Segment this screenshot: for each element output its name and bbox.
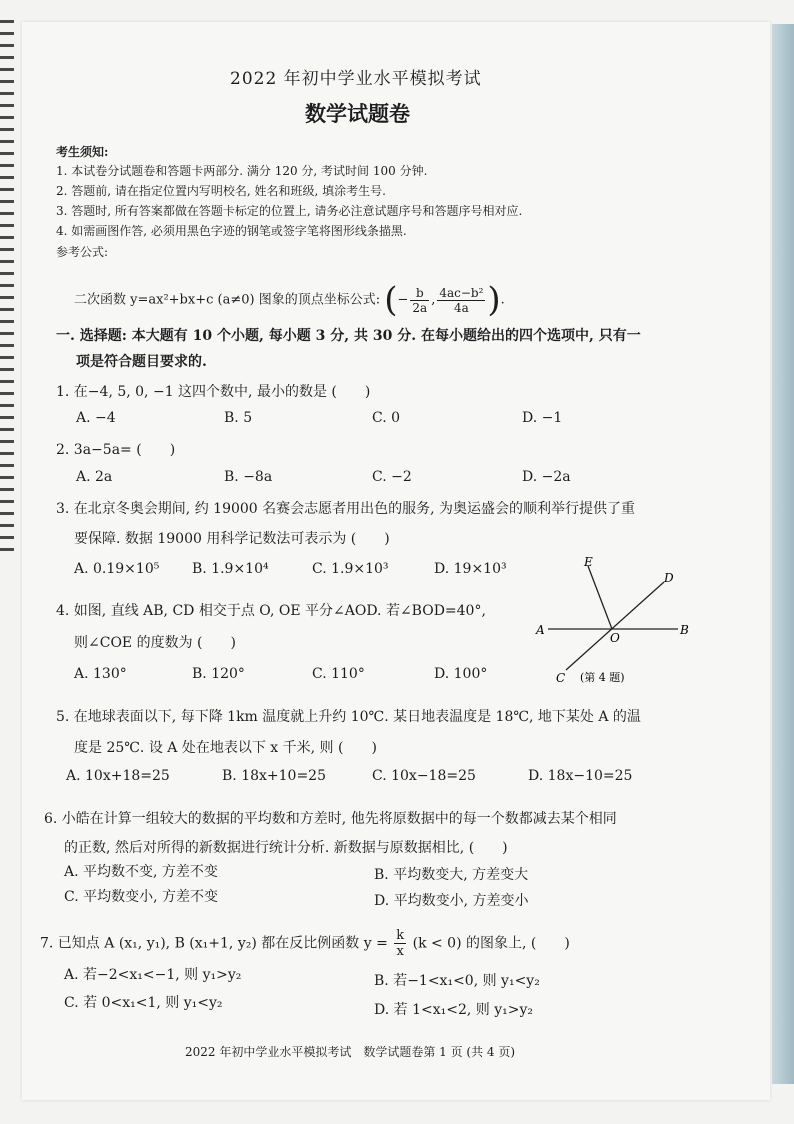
ray-oe	[588, 566, 612, 629]
question-5-option-b: B. 18x+10=25	[222, 768, 326, 784]
label-d: D	[664, 571, 674, 585]
label-a: A	[536, 623, 545, 637]
line-cd	[566, 582, 664, 670]
label-o: O	[610, 631, 620, 645]
reference-heading: 参考公式:	[56, 245, 109, 259]
question-3-stem-cont: 要保障. 数据 19000 用科学记数法可表示为 ( )	[74, 531, 390, 547]
question-6-option-c: C. 平均数变小, 方差不变	[64, 889, 219, 905]
label-c: C	[556, 671, 566, 685]
question-5-option-c: C. 10x−18=25	[372, 768, 476, 784]
question-4-stem: 4. 如图, 直线 AB, CD 相交于点 O, OE 平分∠AOD. 若∠BOD=40°,	[56, 603, 486, 619]
question-7-option-d: D. 若 1<x₁<2, 则 y₁>y₂	[374, 1002, 533, 1018]
formula-fraction-1	[410, 286, 429, 315]
question-3-option-c: C. 1.9×10³	[312, 561, 389, 577]
question-3-stem: 3. 在北京冬奥会期间, 约 19000 名赛会志愿者用出色的服务, 为奥运盛会的顺利举行提供了重	[56, 501, 636, 517]
question-4-figure	[530, 552, 700, 692]
question-7-option-c: C. 若 0<x₁<1, 则 y₁<y₂	[64, 995, 223, 1011]
question-4-stem-cont: 则∠COE 的度数为 ( )	[74, 635, 236, 651]
formula-left-bracket: (	[384, 280, 398, 320]
question-2-option-a: A. 2a	[76, 469, 113, 485]
question-1-option-a: A. −4	[76, 410, 116, 426]
label-e: E	[584, 555, 593, 569]
binding-spiral	[0, 20, 14, 560]
question-1-stem: 1. 在−4, 5, 0, −1 这四个数中, 最小的数是 ( )	[56, 384, 371, 400]
fraction-2-numerator: 4ac−b²	[439, 285, 484, 300]
exam-subtitle: 数学试题卷	[305, 101, 410, 126]
label-b: B	[680, 623, 689, 637]
fraction-1-denominator: 2a	[412, 300, 428, 315]
function-numerator: k	[396, 928, 405, 943]
note-item-2: 2. 答题前, 请在指定位置内写明校名, 姓名和班级, 填涂考生号.	[56, 184, 386, 198]
question-5-option-d: D. 18x−10=25	[528, 768, 633, 784]
formula-fraction-2	[437, 286, 485, 315]
question-4-option-d: D. 100°	[434, 666, 488, 682]
question-1-option-c: C. 0	[372, 410, 401, 426]
question-3-option-b: B. 1.9×10⁴	[192, 561, 269, 577]
fraction-1-numerator: b	[410, 286, 429, 301]
note-item-4: 4. 如需画图作答, 必须用黑色字迹的钢笔或签字笔将图形线条描黑.	[56, 224, 407, 238]
question-6-stem-cont: 的正数, 然后对所得的新数据进行统计分析. 新数据与原数据相比, ( )	[64, 840, 508, 856]
question-3-option-d: D. 19×10³	[434, 561, 507, 577]
question-7-stem	[40, 928, 570, 959]
question-6-option-a: A. 平均数不变, 方差不变	[64, 864, 218, 880]
question-2-option-b: B. −8a	[224, 469, 273, 485]
book-edge	[772, 24, 794, 1084]
formula-comma: ,	[431, 292, 436, 308]
question-6-option-b: B. 平均数变大, 方差变大	[374, 867, 529, 883]
formula-minus: −	[397, 292, 409, 308]
page-footer: 2022 年初中学业水平模拟考试 数学试题卷第 1 页 (共 4 页)	[185, 1045, 516, 1059]
exam-title: 2022 年初中学业水平模拟考试	[230, 69, 482, 89]
question-7-stem-text: 7. 已知点 A (x₁, y₁), B (x₁+1, y₂) 都在反比例函数	[40, 935, 360, 952]
formula-period: .	[500, 292, 505, 308]
question-7-function-fraction	[394, 928, 406, 959]
question-1-option-d: D. −1	[522, 410, 563, 426]
note-item-3: 3. 答题时, 所有答案都做在答题卡标定的位置上, 请务必注意试题序号和答题序号相对应.	[56, 204, 523, 218]
note-item-1: 1. 本试卷分试题卷和答题卡两部分. 满分 120 分, 考试时间 100 分钟.	[56, 164, 428, 178]
section-1-heading: 一. 选择题: 本大题有 10 个小题, 每小题 3 分, 共 30 分. 在每小题给出的四个选项中, 只有一	[56, 328, 641, 344]
question-3-option-a: A. 0.19×10⁵	[74, 561, 160, 577]
question-4-option-b: B. 120°	[192, 666, 245, 682]
vertex-formula	[74, 280, 505, 320]
question-6-option-d: D. 平均数变小, 方差变小	[374, 893, 529, 909]
question-5-stem-cont: 度是 25℃. 设 A 处在地表以下 x 千米, 则 ( )	[74, 740, 377, 756]
question-2-option-d: D. −2a	[522, 469, 571, 485]
question-7-option-a: A. 若−2<x₁<−1, 则 y₁>y₂	[64, 967, 242, 983]
question-4-option-a: A. 130°	[74, 666, 127, 682]
question-5-stem: 5. 在地球表面以下, 每下降 1km 温度就上升约 10℃. 某日地表温度是 18℃, 地下某处 A 的温	[56, 709, 641, 725]
question-5-option-a: A. 10x+18=25	[66, 768, 170, 784]
fraction-2-denominator: 4a	[453, 300, 469, 315]
question-7-option-b: B. 若−1<x₁<0, 则 y₁<y₂	[374, 973, 540, 989]
question-7-function-condition: (k < 0) 的图象上, ( )	[412, 935, 570, 952]
formula-right-bracket: )	[487, 280, 501, 320]
question-6-stem: 6. 小皓在计算一组较大的数据的平均数和方差时, 他先将原数据中的每一个数都减去某个相同	[44, 811, 617, 827]
question-7-function-y: y =	[363, 935, 388, 952]
question-2-stem: 2. 3a−5a= ( )	[56, 442, 176, 458]
formula-text: 二次函数 y=ax²+bx+c (a≠0) 图象的顶点坐标公式:	[74, 292, 381, 308]
function-denominator: x	[396, 944, 404, 959]
question-1-option-b: B. 5	[224, 410, 253, 426]
question-2-option-c: C. −2	[372, 469, 412, 485]
notes-heading: 考生须知:	[56, 145, 109, 159]
section-1-heading-cont: 项是符合题目要求的.	[76, 354, 207, 370]
question-4-option-c: C. 110°	[312, 666, 365, 682]
figure-caption: (第 4 题)	[580, 671, 625, 684]
